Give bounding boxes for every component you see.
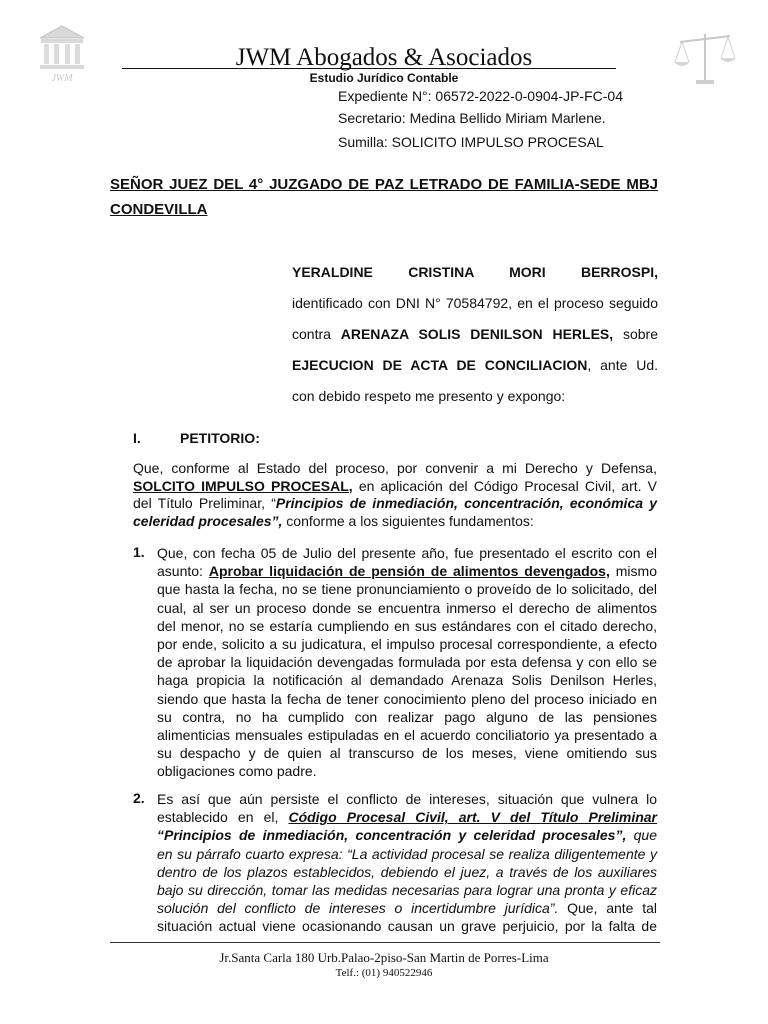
- defendant-name: ARENAZA SOLIS DENILSON HERLES,: [340, 326, 614, 342]
- footer-address: Jr.Santa Carla 180 Urb.Palao-2piso-San Martin de Porres-Lima: [219, 950, 549, 965]
- intro-line-4: EJECUCION DE ACTA DE CONCILIACION, ante Ud.: [292, 357, 659, 373]
- logo-text: JWM: [51, 73, 73, 84]
- addressee: [110, 172, 658, 222]
- petitioner-name: YERALDINE CRISTINA MORI BERROSPI,: [292, 264, 658, 280]
- firm-subtitle: Estudio Jurídico Contable: [309, 71, 459, 85]
- case-subject: EJECUCION DE ACTA DE CONCILIACION: [292, 357, 588, 373]
- summary: Sumilla: SOLICITO IMPULSO PROCESAL: [338, 134, 604, 150]
- case-number: Expediente N°: 06572-2022-0-0904-JP-FC-04: [338, 88, 623, 104]
- header-rule: [122, 68, 616, 69]
- petition-paragraph: Que, conforme al Estado del proceso, por convenir a mi Derecho y Defensa, SOLCITO IMPULSO PROCESAL, en aplicación del Código Procesal Civil, art. V del Título Preliminar, “Principios de inmediación, concentración, económica y celeridad procesales”, conforme a los siguientes fundamentos:: [133, 460, 658, 529]
- intro-line-5: con debido respeto me presento y expongo:: [292, 388, 566, 404]
- intro-line-3: contra ARENAZA SOLIS DENILSON HERLES, sobre: [292, 326, 658, 342]
- section-number: I.: [133, 430, 141, 446]
- item-2-paragraph: Es así que aún persiste el conflicto de intereses, situación que vulnera lo establecido en el, Código Procesal Civil, art. V del Título Preliminar “Principios de inmediación, concentración y celeridad procesales”, que en su párrafo cuarto expresa: “La actividad procesal se realiza diligentemente y dentro de los plazos establecidos, debiendo el juez, a través de los auxiliares bajo su dirección, tomar las medidas necesarias para lograr una pronta y eficaz solución del conflicto de intereses o incertidumbre jurídica”. Que, ante tal situación actual viene ocasionando causan un grave perjuicio, por la falta de: [157, 791, 658, 935]
- intro-line-2: identificado con DNI N° 70584792, en el proceso seguido: [292, 295, 658, 311]
- addressee-line-1: SEÑOR JUEZ DEL 4° JUZGADO DE PAZ LETRADO DE FAMILIA-SEDE MBJ: [110, 176, 658, 193]
- footer-phone: Telf.: (01) 940522946: [335, 967, 433, 979]
- item-1-paragraph: Que, con fecha 05 de Julio del presente año, fue presentado el escrito con el asunto: Aprobar liquidación de pensión de alimentos devengados, mismo que hasta la fecha, no se tiene pronunciamiento o proveído de lo solicitado, del cual, al ser un proceso donde se encuentra inmerso el derecho de alimentos del menor, no se estaría cumpliendo en sus estándares con el citado derecho, por ende, solicito a su judicatura, el impulso procesal correspondiente, a efecto de aprobar la liquidación devengadas formulada por esta defensa y con ello se haga propicia la notificación al demandado Arenaza Solis Denilson Herles, siendo que hasta la fecha de tener conocimiento pleno del proceso iniciado en su contra, no ha cumplido con realizar pago alguno de las pensiones alimenticias mensuales estipuladas en el acuerdo conciliatorio ya presentado a su despacho y de quien al transcurso de los meses, viene omitiendo sus obligaciones como padre.: [157, 545, 657, 780]
- addressee-line-2: CONDEVILLA: [110, 201, 208, 218]
- petition-request: SOLCITO IMPULSO PROCESAL,: [133, 477, 353, 494]
- item-1-number: 1.: [133, 544, 145, 560]
- item-2-number: 2.: [133, 790, 145, 806]
- footer-rule: [110, 942, 660, 943]
- secretary: Secretario: Medina Bellido Miriam Marlene.: [338, 110, 606, 126]
- firm-name: JWM Abogados & Asociados: [235, 44, 533, 71]
- section-title: PETITORIO:: [180, 430, 260, 446]
